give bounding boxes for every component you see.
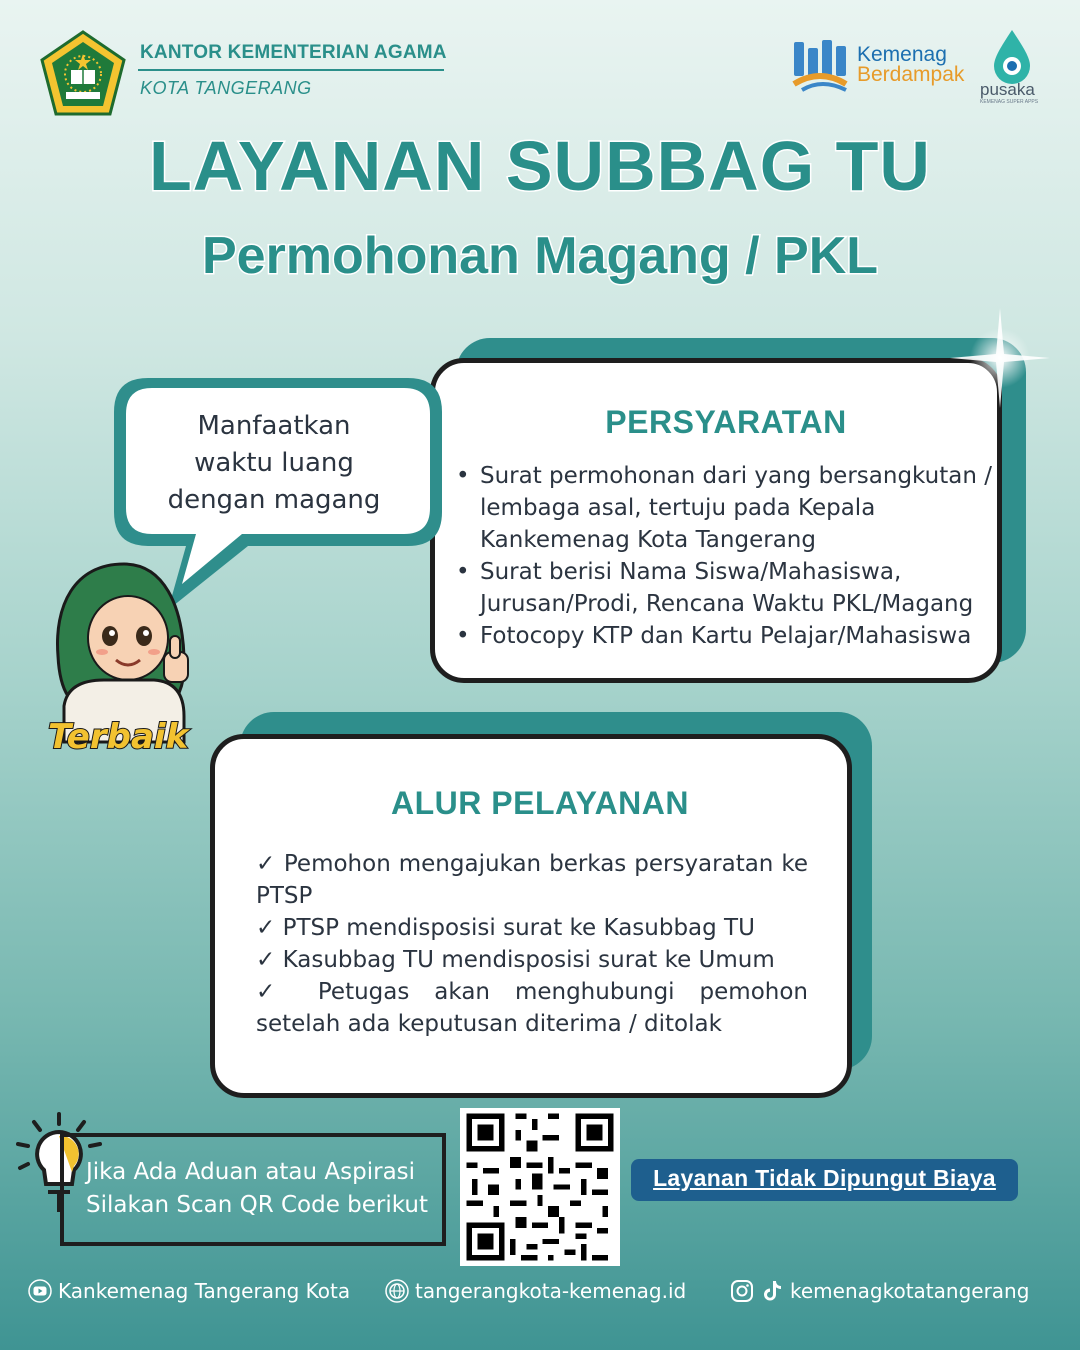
- alur-title: ALUR PELAYANAN: [390, 785, 689, 821]
- bubble-line: Manfaatkan: [197, 411, 351, 441]
- list-item: • Fotocopy KTP dan Kartu Pelajar/Mahasiswa: [456, 620, 998, 652]
- page-subtitle: Permohonan Magang / PKL: [201, 227, 879, 285]
- berdampak-line1: Kemenag: [857, 43, 947, 66]
- website-link[interactable]: [385, 1279, 686, 1303]
- qr-code[interactable]: [460, 1108, 620, 1266]
- aduan-text: [86, 1156, 442, 1222]
- persyaratan-list: [456, 460, 998, 652]
- bubble-line: dengan magang: [167, 485, 381, 515]
- list-item: ✓ Kasubbag TU mendisposisi surat ke Umum: [256, 947, 775, 973]
- bubble-text: [140, 408, 408, 519]
- list-item: • Surat berisi Nama Siswa/Mahasiswa, Jurusan/Prodi, Rencana Waktu PKL/Magang: [456, 556, 998, 620]
- website-label: tangerangkota-kemenag.id: [415, 1279, 687, 1303]
- list-item: ✓ PTSP mendisposisi surat ke Kasubbag TU: [256, 915, 755, 941]
- mascot-character: [44, 556, 204, 756]
- instagram-tiktok-label: kemenagkotatangerang: [790, 1279, 1030, 1303]
- youtube-link[interactable]: [28, 1279, 350, 1303]
- org-city: KOTA TANGERANG: [140, 78, 312, 98]
- globe-icon: [385, 1279, 409, 1303]
- sparkle-icon: [940, 300, 1060, 410]
- kemenag-logo-icon: [40, 30, 126, 116]
- aduan-line: Jika Ada Aduan atau Aspirasi: [86, 1159, 416, 1185]
- tiktok-icon: [760, 1279, 784, 1303]
- list-item: • Surat permohonan dari yang bersangkutan / lembaga asal, tertuju pada Kepala Kankemenag Kota Tangerang: [456, 460, 998, 556]
- bubble-line: waktu luang: [194, 448, 354, 478]
- instagram-tiktok-link[interactable]: [730, 1279, 1029, 1303]
- berdampak-line2: Berdampak: [857, 63, 965, 86]
- pusaka-logo-icon: [990, 28, 1034, 84]
- org-divider: [138, 69, 444, 71]
- alur-list: [256, 848, 808, 1040]
- mascot-badge: Terbaik: [48, 717, 189, 756]
- page-title: LAYANAN SUBBAG TU: [149, 127, 931, 205]
- persyaratan-title: PERSYARATAN: [605, 404, 847, 440]
- youtube-icon: [28, 1279, 52, 1303]
- pusaka-name: pusaka: [980, 80, 1035, 99]
- youtube-label: Kankemenag Tangerang Kota: [58, 1279, 351, 1303]
- pusaka-tagline: KEMENAG SUPER APPS: [980, 99, 1039, 105]
- list-item: ✓ Petugas akan menghubungi pemohon setelah ada keputusan diterima / ditolak: [256, 979, 808, 1037]
- instagram-icon: [730, 1279, 754, 1303]
- aduan-line: Silakan Scan QR Code berikut: [86, 1192, 428, 1218]
- free-service-text: Layanan Tidak Dipungut Biaya: [653, 1165, 996, 1191]
- berdampak-logo-icon: [792, 38, 848, 92]
- list-item: ✓ Pemohon mengajukan berkas persyaratan ke PTSP: [256, 851, 808, 909]
- org-name: KANTOR KEMENTERIAN AGAMA: [140, 42, 447, 63]
